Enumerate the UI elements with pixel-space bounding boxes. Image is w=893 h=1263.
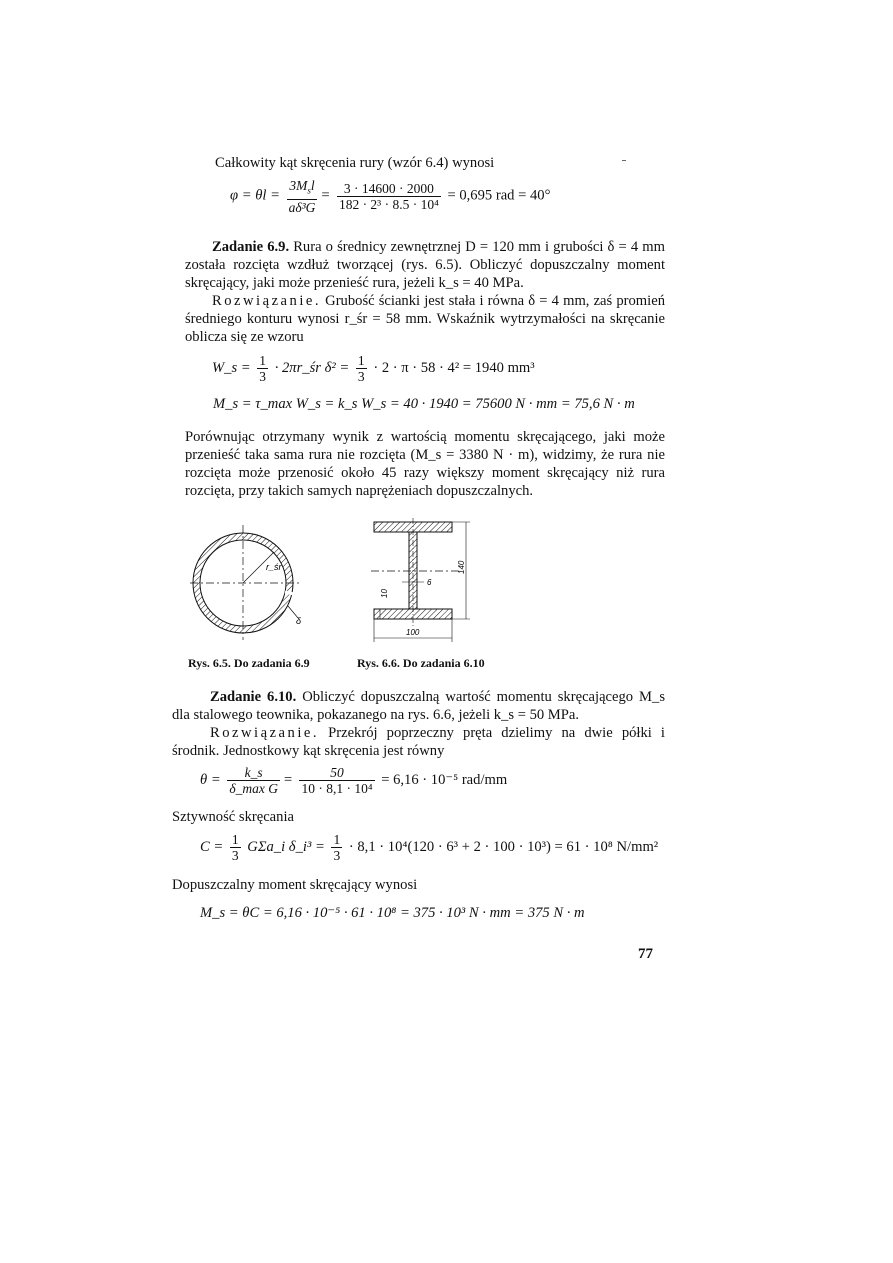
task-6-10-title: Zadanie 6.10.	[210, 689, 297, 705]
eq1-fraction-numeric: $\frac{3 \cdot 14600 \cdot 2000}{\text{182 · 2³ · 8.5 · 10⁴}}$	[338, 180, 439, 212]
equation-ws: W_s = $\frac{1}{3}$ · 2πr_śr δ² = $\frac{1}{3}$ · 2 · π · 58 · 4² = 1940 mm³	[212, 353, 535, 384]
task-6-9-solution: Rozwiązanie. Grubość ścianki jest stała i równa δ = 4 mm, zaś promień średniego konturu wynosi r_śr = 58 mm. Wskaźnik wytrzymałości na skręcanie oblicza się ze wzoru	[185, 293, 665, 345]
figure-6-5-split-ring	[188, 520, 308, 645]
equation-final-moment: M_s = θC = 6,16 · 10⁻⁵ · 61 · 10⁸ = 375 · 10³ N · mm = 375 N · m	[200, 905, 585, 921]
eq1-fraction-symbolic: $\frac{3M_sl}{\text{aδ³G}}$	[288, 178, 316, 215]
scan-speck	[622, 160, 626, 161]
eq1-result: = 0,695 rad = 40°	[447, 187, 551, 204]
equation-theta: θ = $\frac{k\_s}{\text{δ\_max G}}$ = $\frac{50}{\text{10 · 8,1 · 10⁴}}$ = 6,16 · 10⁻⁵ rad/mm	[200, 765, 508, 796]
dim-100: 100	[406, 628, 420, 637]
task-6-10-statement: Zadanie 6.10. Obliczyć dopuszczalną wartość momentu skręcającego M_s dla stalowego teownika, pokazanego na rys. 6.6, jeżeli k_s = 50 MPa.	[172, 689, 665, 723]
solution-label-6-10: Rozwiązanie.	[210, 725, 320, 741]
eq1-lhs: φ = θl =	[230, 187, 280, 204]
figure-6-6-i-section	[366, 516, 476, 648]
equation-twist-angle: φ = θl = $\frac{3M_sl}{\text{aδ³G}}$ = $\frac{3 \cdot 14600 \cdot 2000}{\text{182 · 2³ · 8.5 · 10⁴}}$ = 0,695 rad = 40°	[230, 178, 551, 215]
radius-label: r_śr	[266, 562, 282, 572]
intro-line: Całkowity kąt skręcenia rury (wzór 6.4) wynosi	[215, 155, 495, 171]
solution-label-6-9: Rozwiązanie.	[212, 293, 322, 309]
figure-6-6-caption: Rys. 6.6. Do zadania 6.10	[357, 656, 485, 670]
allowed-moment-label: Dopuszczalny moment skręcający wynosi	[172, 877, 418, 893]
task-6-9-comparison: Porównując otrzymany wynik z wartością momentu skręcającego, jaki może przenieść taka sama rura nie rozcięta (M_s = 3380 N · m), widzimy, że rura nie rozcięta może przenosić około 45 razy większy moment skręcający niż rura rozcięta, przy takich samych naprężeniach dopuszczalnych.	[185, 429, 665, 499]
dim-140: 140	[457, 560, 466, 574]
task-6-10-solution: Rozwiązanie. Przekrój poprzeczny pręta dzielimy na dwie półki i środnik. Jednostkowy kąt skręcenia jest równy	[172, 725, 665, 759]
page-number: 77	[638, 946, 653, 962]
stiffness-label: Sztywność skręcania	[172, 809, 294, 825]
dim-6: 6	[427, 578, 432, 587]
task-6-9-statement: Zadanie 6.9. Rura o średnicy zewnętrznej D = 120 mm i grubości δ = 4 mm została rozcięta wzdłuż tworzącej (rys. 6.5). Obliczyć dopuszczalny moment skręcający, jaki może przenieść rura, jeżeli k_s = 40 MPa.	[185, 239, 665, 291]
figure-6-5-caption: Rys. 6.5. Do zadania 6.9	[188, 656, 310, 670]
task-6-9-title: Zadanie 6.9.	[212, 239, 290, 255]
thickness-label: δ	[296, 616, 302, 626]
equation-stiffness: C = $\frac{1}{3}$ GΣa_i δ_i³ = $\frac{1}{3}$ · 8,1 · 10⁴(120 · 6³ + 2 · 100 · 10³) = 61 · 10⁸ N/mm²	[200, 832, 659, 863]
equation-ms: M_s = τ_max W_s = k_s W_s = 40 · 1940 = 75600 N · mm = 75,6 N · m	[213, 396, 635, 412]
dim-10: 10	[380, 589, 389, 598]
